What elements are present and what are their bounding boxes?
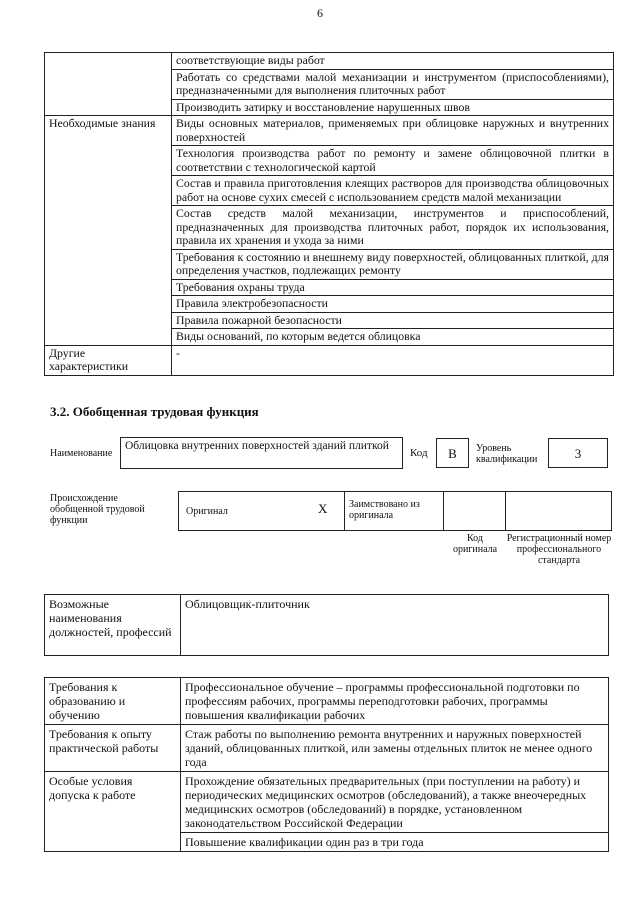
page-number: 6 (317, 6, 323, 20)
table-cell-value: Состав и правила приготовления клеящих растворов для производства облицовочных работ на основе сухих смесей с использованием средств малой механизации (172, 176, 614, 206)
origin-label: Происхождение обобщенной трудовой функции (50, 493, 145, 526)
table-cell-value: Работать со средствами малой механизации и инструментом (приспособлениями), предназначенными для выполнения плиточных работ (172, 69, 614, 99)
divider (443, 492, 444, 530)
positions-value: Облицовщик-плиточник (181, 595, 609, 656)
table-row (45, 725, 609, 772)
table-cell-value: Состав средств малой механизации, инструментов и приспособлений, предназначенных для производства плиточных работ, порядок их использования, правила их хранения и ухода за ними (172, 206, 614, 250)
section-title: 3.2. Обобщенная трудовая функция (50, 404, 259, 419)
other-characteristics-label: Другие характеристики (45, 345, 172, 375)
table-row (45, 345, 614, 375)
knowledge-skills-table (44, 52, 614, 376)
table-cell-value: Правила пожарной безопасности (172, 312, 614, 329)
table-cell-value: соответствующие виды работ (172, 53, 614, 70)
table-cell-value: - (172, 345, 614, 375)
table-cell-value: Требования к состоянию и внешнему виду поверхностей, облицованных плиткой, для определения участков, подлежащих ремонту (172, 249, 614, 279)
registration-number-caption: Регистрационный номер профессионального стандарта (506, 533, 612, 566)
table-cell-value: Прохождение обязательных предварительных (при поступлении на работу) и периодических медицинских осмотров (обследований), а также внеочередных медицинских осмотров (обследований) в порядке, установленном законодательством Российской Федерации (181, 772, 609, 833)
table-cell-value: Требования охраны труда (172, 279, 614, 296)
table-cell-value: Виды основных материалов, применяемых при облицовке наружных и внутренних поверхностей (172, 116, 614, 146)
table-cell-value: Производить затирку и восстановление нарушенных швов (172, 99, 614, 116)
original-mark: X (318, 501, 328, 516)
level-value-box: 3 (548, 438, 608, 468)
table-cell-label (45, 53, 172, 116)
table-cell-value: Технология производства работ по ремонту и замене облицовочной плитки в соответствии с технологической картой (172, 146, 614, 176)
divider (505, 492, 506, 530)
special-conditions-label: Особые условия допуска к работе (45, 772, 181, 852)
positions-table (44, 594, 609, 656)
positions-label: Возможные наименования должностей, профессий (45, 595, 181, 656)
code-value-box: B (436, 438, 469, 468)
table-cell-value: Правила электробезопасности (172, 296, 614, 313)
original-label: Оригинал (186, 506, 228, 517)
table-row (45, 53, 614, 70)
table-row (45, 595, 609, 656)
education-requirements-label: Требования к образованию и обучению (45, 678, 181, 725)
requirements-table (44, 677, 609, 852)
divider (344, 492, 345, 530)
level-label: Уровень квалификации (476, 443, 538, 465)
name-label: Наименование (50, 448, 113, 459)
function-name-box: Облицовка внутренних поверхностей зданий плиткой (120, 437, 403, 469)
table-row (45, 116, 614, 146)
table-cell-value: Стаж работы по выполнению ремонта внутренних и наружных поверхностей зданий, облицованных плиткой, или замены отдельных плиток не менее одного года (181, 725, 609, 772)
table-row (45, 772, 609, 833)
required-knowledge-label: Необходимые знания (45, 116, 172, 346)
borrowed-label: Заимствовано из оригинала (349, 499, 420, 521)
table-row (45, 678, 609, 725)
code-original-caption: Код оригинала (452, 533, 498, 555)
table-cell-value: Повышение квалификации один раз в три года (181, 833, 609, 852)
table-cell-value: Профессиональное обучение – программы профессиональной подготовки по профессиям рабочих, программы переподготовки рабочих, программы повышения квалификации рабочих (181, 678, 609, 725)
experience-requirements-label: Требования к опыту практической работы (45, 725, 181, 772)
code-label: Код (410, 447, 428, 459)
table-cell-value: Виды оснований, по которым ведется облицовка (172, 329, 614, 346)
